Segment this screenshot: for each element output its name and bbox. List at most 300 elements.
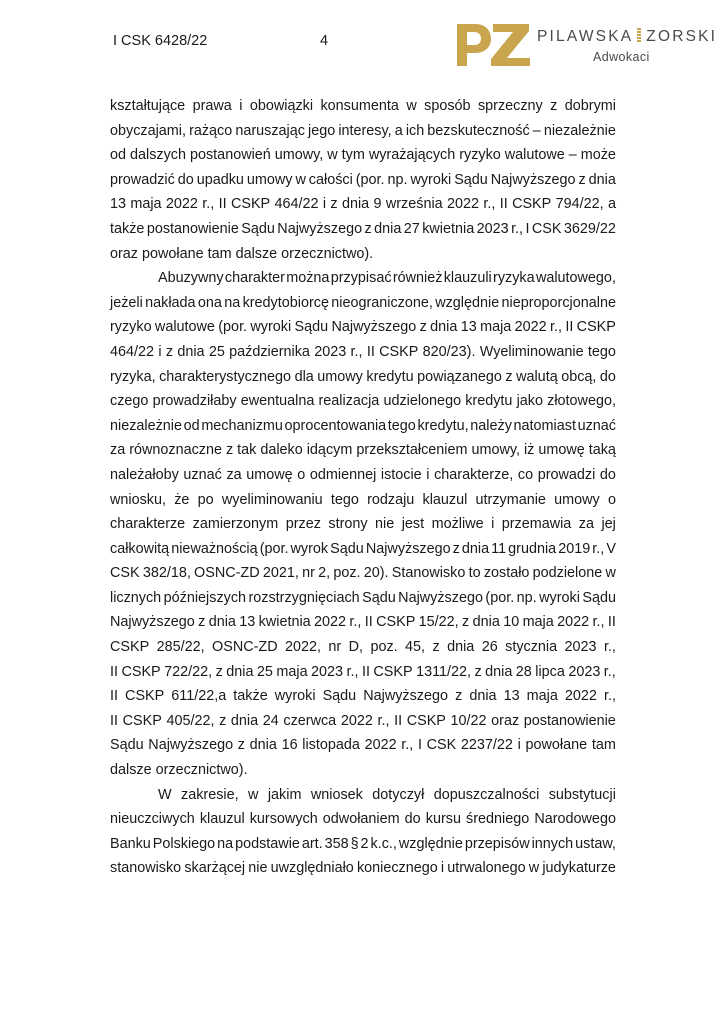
- word: dopuszczalności: [433, 786, 540, 803]
- case-number: I CSK 6428/22: [113, 33, 208, 49]
- word: (por.: [485, 589, 515, 606]
- word: tam: [591, 737, 616, 754]
- word: niezależnie: [543, 122, 616, 139]
- word: CSKP: [230, 196, 271, 213]
- word: wyeliminowaniu: [221, 491, 323, 508]
- word: r.,: [346, 663, 359, 680]
- word: to: [468, 565, 481, 582]
- word: (por.: [218, 319, 248, 336]
- word: klauzuli: [443, 270, 492, 287]
- word: 464/22: [110, 343, 155, 360]
- word: –: [568, 147, 577, 164]
- word: zamierzonym: [192, 516, 279, 533]
- word: w: [327, 147, 338, 164]
- word: Sądu: [330, 540, 364, 557]
- word: czego: [110, 393, 149, 410]
- word: nieuczciwych: [110, 811, 195, 828]
- word: wyroki: [274, 688, 316, 705]
- word: walutą: [516, 368, 558, 385]
- word: czerwca: [283, 712, 337, 729]
- word: ustaw,: [575, 835, 616, 852]
- word: Najwyższego: [398, 589, 483, 606]
- word: 1311/22,: [416, 663, 472, 680]
- word: a: [607, 196, 616, 213]
- word: o: [297, 466, 306, 483]
- word: ona: [197, 294, 222, 311]
- word: Stanowisko: [391, 565, 466, 582]
- word: Abuzywny: [158, 270, 224, 287]
- word: 2019: [558, 540, 591, 557]
- word: maja: [276, 663, 308, 680]
- word: I: [417, 737, 422, 754]
- word: CSKP: [373, 663, 413, 680]
- word: nie: [375, 516, 395, 533]
- word: oprocentowania: [284, 417, 387, 434]
- text-line: dalsze orzecznictwo).: [110, 762, 248, 779]
- word: klauzul: [422, 491, 468, 508]
- word: umowy,: [274, 147, 324, 164]
- word: interesy,: [338, 122, 392, 139]
- word: 611/22,a: [171, 688, 227, 705]
- word: r.,: [549, 319, 562, 336]
- word: złotowego,: [547, 393, 616, 410]
- word: 358: [324, 835, 349, 852]
- word: CSK: [531, 220, 562, 237]
- word: 820/23).: [422, 343, 476, 360]
- word: 2023: [311, 663, 344, 680]
- text-line: [110, 512, 616, 537]
- word: idącym: [306, 442, 353, 459]
- word: (por.: [259, 540, 289, 557]
- word: w: [295, 171, 306, 188]
- firm-subtitle: Adwokaci: [593, 50, 650, 64]
- word: I: [525, 220, 530, 237]
- word: dnia: [485, 663, 513, 680]
- word: 2022: [557, 614, 590, 631]
- word: dobrymi: [564, 98, 616, 114]
- word: charakterystycznego: [159, 368, 292, 385]
- pz-monogram-icon: [453, 22, 533, 68]
- word: Sądu: [294, 319, 329, 336]
- word: uznać: [183, 466, 222, 483]
- word: II: [110, 663, 118, 680]
- word: 2022: [165, 196, 198, 213]
- paragraph: [110, 783, 616, 881]
- word: z: [455, 688, 463, 705]
- word: stycznia: [505, 639, 558, 656]
- word: powołane: [525, 737, 588, 754]
- word: licznych: [110, 589, 162, 606]
- word: września: [385, 196, 443, 213]
- word: 27: [403, 220, 420, 237]
- word: możliwe: [431, 516, 484, 533]
- word: z: [550, 98, 558, 114]
- word: D,: [348, 639, 364, 656]
- word: r.,: [592, 540, 605, 557]
- word: Polskiego: [152, 835, 216, 852]
- text-line: [110, 414, 616, 439]
- word: względnie: [398, 835, 463, 852]
- word: r.,: [350, 343, 363, 360]
- word: lipca: [535, 663, 565, 680]
- word: CSKP: [110, 639, 150, 656]
- page-header: [0, 0, 724, 90]
- word: z: [198, 614, 206, 631]
- word: r.,: [377, 712, 390, 729]
- word: 2022: [364, 737, 397, 754]
- word: walutowego,: [535, 270, 616, 287]
- word: do: [177, 171, 194, 188]
- text-line: oraz powołane tam dalsze orzecznictwo).: [110, 245, 374, 262]
- word: II: [364, 614, 373, 631]
- word: dnia: [472, 614, 500, 631]
- word: przekształceniem: [356, 442, 468, 459]
- word: 13: [503, 688, 520, 705]
- word: wyrok: [290, 540, 329, 557]
- word: CSKP: [512, 196, 552, 213]
- word: należałoby: [110, 466, 179, 483]
- word: naruszając: [235, 122, 305, 139]
- word: walutowe: [504, 147, 565, 164]
- word: 20).: [363, 565, 389, 582]
- word: i: [440, 860, 445, 877]
- word: (por.: [355, 171, 385, 188]
- word: obowiązki: [249, 98, 314, 114]
- text-line: [110, 291, 616, 316]
- word: do: [599, 466, 616, 483]
- word: dnia: [249, 737, 277, 754]
- text-line: [110, 660, 616, 685]
- word: 13: [110, 196, 127, 213]
- word: tak: [237, 442, 257, 459]
- word: dnia: [447, 639, 475, 656]
- word: całości: [308, 171, 353, 188]
- text-line: [110, 610, 616, 635]
- word: charakter: [224, 270, 285, 287]
- word: z: [165, 343, 174, 360]
- word: nieważnością: [171, 540, 258, 557]
- text-line: [110, 684, 616, 709]
- word: II: [607, 614, 616, 631]
- word: 794/22,: [555, 196, 604, 213]
- word: późniejszych: [163, 589, 247, 606]
- word: obcą,: [561, 368, 597, 385]
- word: dnia: [374, 220, 402, 237]
- word: listopada: [302, 737, 360, 754]
- word: dnia: [461, 540, 490, 557]
- word: CSKP: [576, 319, 616, 336]
- word: CSKP: [121, 663, 161, 680]
- word: z: [215, 663, 223, 680]
- word: kredytu: [465, 393, 513, 410]
- word: z: [225, 442, 234, 459]
- word: zostało: [483, 565, 530, 582]
- word: 26: [481, 639, 498, 656]
- word: rażąco: [189, 122, 233, 139]
- word: również: [392, 270, 443, 287]
- word: 11: [491, 540, 507, 557]
- word: ryzyka: [493, 270, 535, 287]
- text-line: [110, 119, 616, 144]
- word: 25: [208, 343, 225, 360]
- word: na: [224, 294, 241, 311]
- word: odmiennej: [309, 466, 377, 483]
- word: upadku: [196, 171, 244, 188]
- word: r.,: [401, 737, 414, 754]
- word: innych: [531, 835, 574, 852]
- text-line: [110, 733, 616, 758]
- word: 28: [515, 663, 532, 680]
- word: klauzul: [199, 811, 245, 828]
- word: nie: [248, 860, 268, 877]
- text-line: [110, 365, 616, 390]
- text-line: [110, 783, 616, 808]
- word: października: [229, 343, 310, 360]
- word: kwietnia: [422, 220, 475, 237]
- word: dnia: [230, 712, 259, 729]
- word: 2023: [314, 343, 347, 360]
- word: maja: [480, 319, 512, 336]
- word: daleko: [260, 442, 303, 459]
- word: grudnia: [508, 540, 557, 557]
- word: w: [406, 98, 417, 114]
- word: dnia: [469, 688, 497, 705]
- word: umowę: [538, 442, 585, 459]
- word: równoznaczne: [129, 442, 222, 459]
- word: uznać: [577, 417, 616, 434]
- word: Banku: [110, 835, 151, 852]
- word: na: [217, 835, 234, 852]
- word: 2022: [514, 319, 547, 336]
- word: poz.: [370, 639, 398, 656]
- word: 2: [360, 835, 369, 852]
- text-line: [110, 266, 616, 291]
- word: 2023: [568, 663, 601, 680]
- text-line: [110, 168, 616, 193]
- word: dotyczył: [372, 786, 425, 803]
- word: 45,: [405, 639, 426, 656]
- word: z: [330, 196, 338, 213]
- word: Sądu: [322, 688, 357, 705]
- word: dnia: [177, 343, 205, 360]
- word: przemawia: [501, 516, 572, 533]
- word: postanowienie: [146, 220, 239, 237]
- word: z: [432, 639, 440, 656]
- word: za: [110, 442, 126, 459]
- word: II: [394, 712, 403, 729]
- word: z: [419, 319, 427, 336]
- word: 2237/22: [460, 737, 513, 754]
- word: utrzymanie: [475, 491, 546, 508]
- word: realizacja: [318, 393, 380, 410]
- word: r.,: [202, 196, 215, 213]
- word: natomiast: [513, 417, 576, 434]
- word: jego: [308, 122, 336, 139]
- word: po: [197, 491, 214, 508]
- word: OSNC-ZD: [194, 565, 260, 582]
- word: jest: [401, 516, 425, 533]
- text-line: [110, 537, 616, 562]
- word: jeżeli: [110, 294, 143, 311]
- word: udzielonego: [383, 393, 462, 410]
- word: 2022: [447, 196, 480, 213]
- text-line: [110, 807, 616, 832]
- word: kredytobiorcę: [242, 294, 329, 311]
- paragraph: [110, 94, 616, 266]
- word: wniosku,: [110, 491, 166, 508]
- word: z: [578, 171, 586, 188]
- word: CSK: [426, 737, 457, 754]
- word: można: [286, 270, 330, 287]
- word: za: [578, 516, 594, 533]
- word: w: [528, 860, 540, 877]
- word: stanowisko: [110, 860, 182, 877]
- word: 405/22,: [166, 712, 215, 729]
- word: 25: [256, 663, 273, 680]
- word: jej: [601, 516, 616, 533]
- word: Najwyższego: [331, 319, 417, 336]
- word: taką: [588, 442, 616, 459]
- word: umowy: [246, 171, 293, 188]
- word: CSKP: [406, 712, 446, 729]
- word: do: [404, 811, 421, 828]
- word: 2022,: [285, 639, 322, 656]
- word: 2,: [318, 565, 331, 582]
- word: 13: [460, 319, 477, 336]
- word: 2022: [314, 614, 347, 631]
- logo-separator: [637, 28, 641, 42]
- word: z: [364, 220, 372, 237]
- word: prowadziłaby: [152, 393, 237, 410]
- firm-name-left: PILAWSKA: [537, 28, 634, 45]
- word: i: [491, 516, 495, 533]
- word: 285/22,: [156, 639, 205, 656]
- word: przez: [285, 516, 321, 533]
- word: §: [350, 835, 359, 852]
- law-firm-logo: [453, 22, 718, 68]
- word: o: [607, 491, 616, 508]
- text-line: [110, 635, 616, 660]
- word: powiązanego: [417, 368, 502, 385]
- word: sposób: [424, 98, 471, 114]
- word: V: [606, 540, 616, 557]
- word: –: [532, 122, 541, 139]
- word: r.,: [603, 663, 616, 680]
- word: iż: [523, 442, 535, 459]
- word: np.: [516, 589, 537, 606]
- word: II: [361, 663, 370, 680]
- word: umowy,: [471, 442, 520, 459]
- word: należy: [470, 417, 512, 434]
- word: bezskuteczność: [427, 122, 530, 139]
- word: II: [565, 319, 574, 336]
- word: skarżącej: [184, 860, 246, 877]
- word: z: [237, 737, 245, 754]
- word: charakterze,: [434, 466, 514, 483]
- word: oraz: [491, 712, 520, 729]
- word: za: [226, 466, 242, 483]
- word: 2022: [564, 688, 597, 705]
- word: nr: [302, 565, 315, 582]
- word: Najwyższego: [277, 220, 363, 237]
- word: tego: [387, 417, 416, 434]
- text-line: [110, 438, 616, 463]
- text-line: [110, 389, 616, 414]
- word: postanowienie: [523, 712, 616, 729]
- word: wyroki: [250, 319, 292, 336]
- text-line: [110, 488, 616, 513]
- word: maja: [522, 614, 554, 631]
- text-line: [110, 217, 616, 242]
- word: nieproporcjonalne: [501, 294, 616, 311]
- word: Sądu: [582, 589, 616, 606]
- word: jakim: [267, 786, 302, 803]
- word: 15/22,: [418, 614, 459, 631]
- word: mechanizmu: [201, 417, 283, 434]
- word: maja: [130, 196, 162, 213]
- word: 2022: [340, 712, 373, 729]
- word: odwołaniem: [322, 811, 400, 828]
- text-line: [110, 315, 616, 340]
- word: sprzeczny: [477, 98, 543, 114]
- word: w: [605, 565, 616, 582]
- word: 24: [262, 712, 279, 729]
- word: r.,: [511, 220, 524, 237]
- word: a: [394, 122, 403, 139]
- page-number: 4: [320, 33, 329, 49]
- word: kwietnia: [258, 614, 311, 631]
- word: CSK: [110, 565, 140, 582]
- word: W: [158, 786, 172, 803]
- word: Sądu: [110, 737, 144, 754]
- word: koniecznego: [356, 860, 438, 877]
- word: Sądu: [362, 589, 396, 606]
- firm-name-right: ZORSKI: [646, 28, 718, 45]
- word: rodzaju: [367, 491, 415, 508]
- word: r.,: [483, 196, 496, 213]
- text-line: [110, 94, 616, 119]
- word: ryzyka,: [110, 368, 156, 385]
- word: przypisać: [330, 270, 392, 287]
- word: względnie: [435, 294, 500, 311]
- document-body: [110, 94, 616, 881]
- word: przepisów: [464, 835, 530, 852]
- word: prowadzi: [537, 466, 596, 483]
- word: np.: [387, 171, 408, 188]
- word: Narodowego: [534, 811, 616, 828]
- word: 2023: [476, 220, 509, 237]
- word: tego: [330, 491, 359, 508]
- word: ich: [405, 122, 425, 139]
- word: co: [517, 466, 534, 483]
- firm-name: [537, 28, 717, 46]
- word: konsumenta: [320, 98, 399, 114]
- word: substytucji: [548, 786, 616, 803]
- word: ryzyko: [459, 147, 501, 164]
- word: i: [426, 466, 430, 483]
- word: do: [599, 368, 616, 385]
- word: dalszych: [130, 147, 186, 164]
- word: tym: [341, 147, 365, 164]
- word: II: [110, 712, 118, 729]
- word: utrwalonego: [447, 860, 526, 877]
- text-line: [110, 463, 616, 488]
- word: nieograniczone,: [331, 294, 433, 311]
- word: może: [580, 147, 616, 164]
- word: r.,: [592, 614, 605, 631]
- word: Najwyższego: [363, 688, 449, 705]
- word: także: [233, 688, 268, 705]
